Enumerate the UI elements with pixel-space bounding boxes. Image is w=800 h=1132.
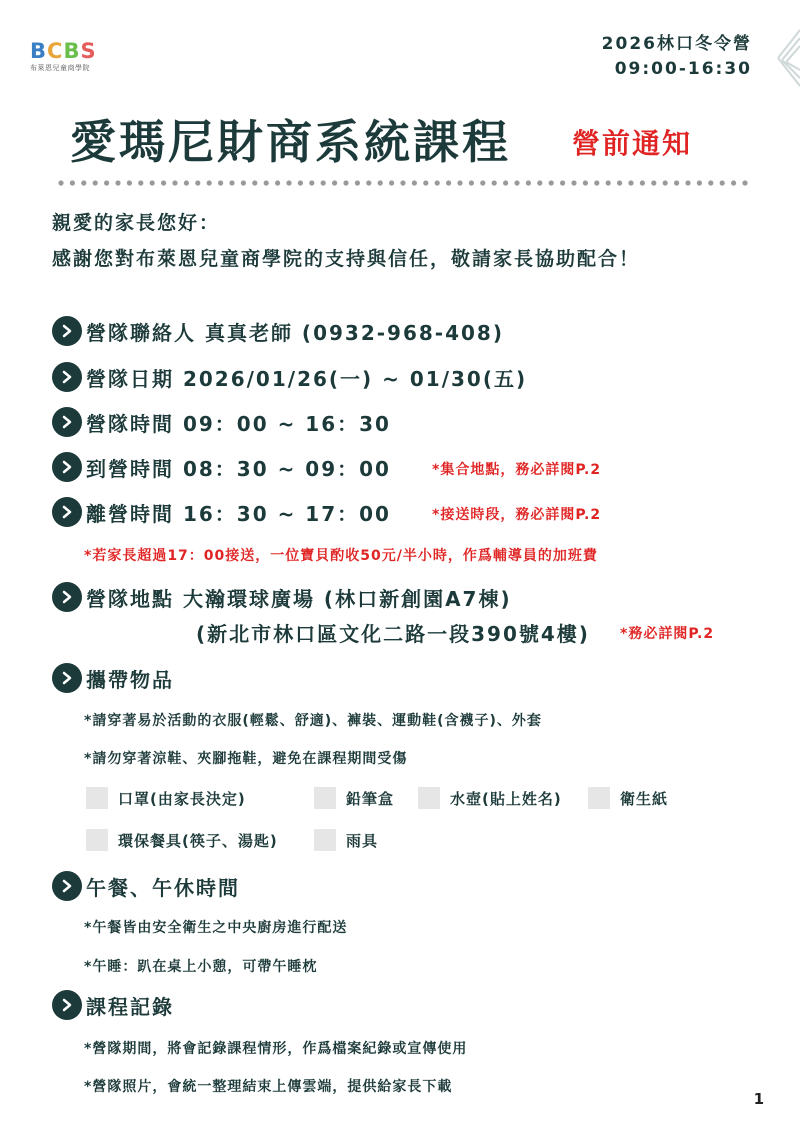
overtime-note: *若家長超過17：00接送，一位寶貝酌收50元/半小時，作爲輔導員的加班費 [84, 548, 598, 564]
greeting-line-2: 感謝您對布萊恩兒童商學院的支持與信任，敬請家長協助配合！ [52, 248, 641, 270]
leave-row [52, 497, 391, 527]
date-text: 營隊日期 2026/01/26(一) ~ 01/30(五) [86, 366, 528, 391]
lunch-heading: 午餐、午休時間 [86, 875, 240, 900]
chevron-right-icon [52, 407, 82, 437]
date-row [52, 362, 527, 392]
arrive-note: *集合地點，務必詳閱P.2 [432, 462, 602, 478]
record-note-2: *營隊照片，會統一整理結束上傳雲端，提供給家長下載 [84, 1079, 453, 1095]
record-heading: 課程記錄 [86, 994, 174, 1019]
items-heading: 攜帶物品 [86, 667, 174, 692]
record-note-1: *營隊期間，將會記錄課程情形，作爲檔案紀錄或宣傳使用 [84, 1041, 468, 1057]
camp-info [602, 32, 752, 82]
chevron-right-icon [52, 452, 82, 482]
camp-hours: 09:00-16:30 [614, 59, 752, 79]
page-number: 1 [753, 1090, 764, 1108]
camp-name: 2026林口冬令營 [601, 34, 752, 54]
logo-letters: B C B S [30, 39, 96, 63]
checklist-item[interactable]: 水壺(貼上姓名) [418, 787, 562, 809]
page-subtitle: 營前通知 [572, 127, 693, 160]
arrive-text: 到營時間 08：30 ~ 09：00 [86, 456, 391, 481]
greeting-line-1: 親愛的家長您好： [52, 212, 221, 234]
checkbox[interactable] [86, 787, 108, 809]
items-heading-row [52, 663, 174, 693]
checklist-item[interactable]: 鉛筆盒 [314, 787, 394, 809]
arrive-row [52, 452, 391, 482]
location-text: 營隊地點 大瀚環球廣場 (林口新創園A7棟) [86, 586, 512, 611]
chevron-right-icon [52, 663, 82, 693]
lunch-note-2: *午睡：趴在桌上小憩，可帶午睡枕 [84, 959, 318, 975]
chevron-right-icon [52, 497, 82, 527]
checkbox[interactable] [314, 829, 336, 851]
chevron-right-icon [52, 582, 82, 612]
contact-row [52, 316, 504, 346]
checklist-item[interactable]: 環保餐具(筷子、湯匙) [86, 829, 278, 851]
time-text: 營隊時間 09：00 ~ 16：30 [86, 411, 391, 436]
page-title: 愛瑪尼財商系統課程 [70, 115, 511, 169]
items-note-2: *請勿穿著涼鞋、夾腳拖鞋，避免在課程期間受傷 [84, 751, 408, 767]
decorative-stripes [770, 28, 800, 88]
chevron-right-icon [52, 871, 82, 901]
checklist-item[interactable]: 雨具 [314, 829, 378, 851]
checklist-item[interactable]: 衛生紙 [588, 787, 668, 809]
chevron-right-icon [52, 316, 82, 346]
logo-subtitle: 布萊恩兒童商學院 [30, 64, 90, 72]
leave-text: 離營時間 16：30 ~ 17：00 [86, 501, 391, 526]
brand-logo [30, 40, 100, 76]
contact-text: 營隊聯絡人 真真老師 (0932-968-408) [86, 320, 504, 345]
address-text: (新北市林口區文化二路一段390號4樓) [196, 622, 590, 646]
chevron-right-icon [52, 362, 82, 392]
checkbox[interactable] [418, 787, 440, 809]
lunch-heading-row [52, 871, 240, 901]
checkbox[interactable] [314, 787, 336, 809]
items-note-1: *請穿著易於活動的衣服(輕鬆、舒適)、褲裝、運動鞋(含襪子)、外套 [84, 713, 542, 729]
checkbox[interactable] [86, 829, 108, 851]
leave-note: *接送時段，務必詳閱P.2 [432, 507, 602, 523]
record-heading-row [52, 990, 174, 1020]
lunch-note-1: *午餐皆由安全衛生之中央廚房進行配送 [84, 920, 348, 936]
checklist-item[interactable]: 口罩(由家長決定) [86, 787, 246, 809]
dotted-divider [58, 180, 748, 186]
chevron-right-icon [52, 990, 82, 1020]
location-row [52, 582, 512, 612]
checkbox[interactable] [588, 787, 610, 809]
time-row [52, 407, 391, 437]
address-note: *務必詳閱P.2 [620, 626, 715, 642]
